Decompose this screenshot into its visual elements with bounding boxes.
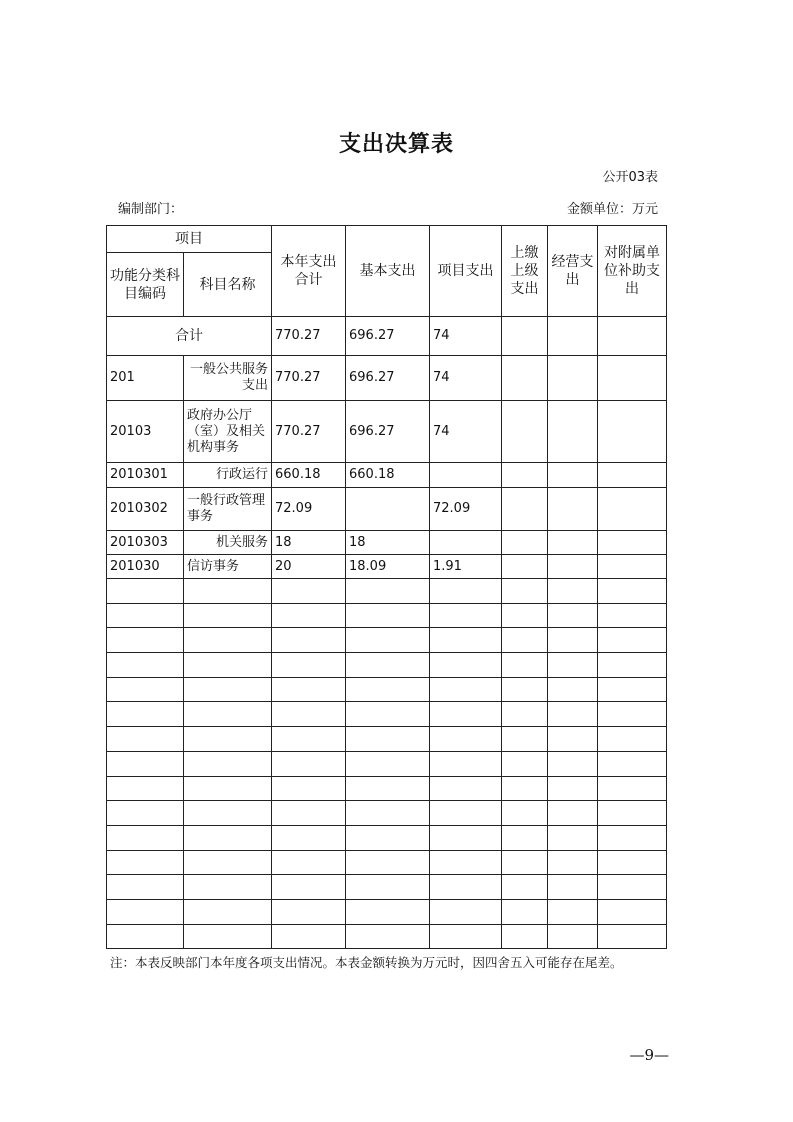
empty-cell [346, 899, 430, 924]
empty-cell [430, 677, 502, 702]
cell-subsidy [598, 555, 667, 579]
empty-cell [107, 924, 184, 949]
cell-operate [548, 463, 598, 488]
empty-cell [598, 899, 667, 924]
empty-cell [184, 899, 272, 924]
table-row [107, 356, 667, 401]
empty-cell [107, 850, 184, 875]
empty-cell [272, 825, 346, 850]
empty-cell [184, 850, 272, 875]
cell-subsidy [598, 488, 667, 531]
empty-cell [107, 603, 184, 628]
cell-upper [502, 317, 548, 356]
empty-cell [430, 579, 502, 604]
empty-cell [502, 727, 548, 752]
cell-basic: 696.27 [346, 356, 430, 401]
empty-cell [598, 924, 667, 949]
empty-cell [272, 924, 346, 949]
cell-subsidy [598, 356, 667, 401]
empty-cell [598, 702, 667, 727]
cell-total: 770.27 [272, 317, 346, 356]
empty-cell [502, 702, 548, 727]
empty-cell [107, 825, 184, 850]
cell-total: 660.18 [272, 463, 346, 488]
cell-upper [502, 356, 548, 401]
empty-cell [184, 776, 272, 801]
empty-cell [548, 677, 598, 702]
empty-cell [107, 801, 184, 826]
empty-cell [598, 875, 667, 900]
cell-name: 一般行政管理事务 [184, 488, 272, 531]
empty-cell [430, 751, 502, 776]
empty-cell [548, 850, 598, 875]
cell-basic [346, 488, 430, 531]
cell-code: 201 [107, 356, 184, 401]
header-code: 功能分类科目编码 [107, 253, 184, 317]
cell-upper [502, 401, 548, 463]
empty-cell [598, 653, 667, 678]
table-row [107, 401, 667, 463]
empty-cell [430, 825, 502, 850]
empty-cell [107, 899, 184, 924]
empty-cell [346, 875, 430, 900]
empty-cell [548, 727, 598, 752]
empty-cell [548, 776, 598, 801]
header-item: 项目 [107, 226, 272, 253]
header-subsidy: 对附属单位补助支出 [598, 226, 667, 317]
empty-row [107, 727, 667, 752]
empty-row [107, 603, 667, 628]
empty-cell [598, 801, 667, 826]
empty-cell [548, 603, 598, 628]
unit-label: 金额单位：万元 [566, 202, 658, 217]
empty-cell [272, 875, 346, 900]
cell-upper [502, 531, 548, 555]
empty-cell [272, 801, 346, 826]
empty-cell [346, 702, 430, 727]
empty-cell [272, 579, 346, 604]
empty-cell [430, 653, 502, 678]
empty-cell [184, 677, 272, 702]
empty-cell [548, 924, 598, 949]
cell-upper [502, 488, 548, 531]
empty-row [107, 776, 667, 801]
empty-cell [598, 776, 667, 801]
empty-cell [346, 603, 430, 628]
cell-name: 政府办公厅（室）及相关机构事务 [184, 401, 272, 463]
empty-cell [184, 924, 272, 949]
cell-code: 2010302 [107, 488, 184, 531]
cell-total: 18 [272, 531, 346, 555]
empty-cell [346, 850, 430, 875]
empty-cell [107, 702, 184, 727]
cell-basic: 696.27 [346, 401, 430, 463]
empty-cell [430, 776, 502, 801]
table-note: 注：本表反映部门本年度各项支出情况。本表金额转换为万元时，因四舍五入可能存在尾差。 [110, 955, 623, 970]
cell-upper [502, 555, 548, 579]
empty-row [107, 825, 667, 850]
empty-cell [598, 603, 667, 628]
empty-cell [107, 628, 184, 653]
cell-operate [548, 356, 598, 401]
empty-cell [272, 702, 346, 727]
empty-cell [346, 579, 430, 604]
page-title: 支出决算表 [338, 132, 454, 157]
empty-cell [346, 653, 430, 678]
empty-cell [107, 875, 184, 900]
empty-cell [272, 653, 346, 678]
cell-code: 20103 [107, 401, 184, 463]
empty-cell [598, 825, 667, 850]
empty-cell [502, 825, 548, 850]
cell-project [430, 531, 502, 555]
header-name: 科目名称 [184, 253, 272, 317]
cell-operate [548, 555, 598, 579]
form-number: 公开03表 [602, 170, 658, 185]
empty-cell [272, 899, 346, 924]
empty-row [107, 653, 667, 678]
empty-cell [430, 801, 502, 826]
empty-cell [548, 702, 598, 727]
header-project: 项目支出 [430, 226, 502, 317]
empty-cell [598, 579, 667, 604]
cell-project: 74 [430, 356, 502, 401]
empty-cell [502, 603, 548, 628]
empty-cell [598, 850, 667, 875]
header-upper: 上缴上级支出 [502, 226, 548, 317]
cell-operate [548, 531, 598, 555]
empty-row [107, 677, 667, 702]
empty-cell [272, 850, 346, 875]
cell-total: 770.27 [272, 401, 346, 463]
empty-cell [548, 825, 598, 850]
page-number: —9— [629, 1046, 669, 1064]
empty-cell [184, 825, 272, 850]
cell-basic: 660.18 [346, 463, 430, 488]
cell-operate [548, 317, 598, 356]
empty-cell [272, 628, 346, 653]
cell-basic: 696.27 [346, 317, 430, 356]
cell-basic: 18.09 [346, 555, 430, 579]
empty-cell [502, 751, 548, 776]
empty-cell [346, 677, 430, 702]
cell-project [430, 463, 502, 488]
empty-cell [346, 628, 430, 653]
cell-name: 行政运行 [184, 463, 272, 488]
empty-cell [502, 776, 548, 801]
empty-cell [272, 776, 346, 801]
empty-cell [598, 628, 667, 653]
empty-cell [548, 801, 598, 826]
empty-cell [548, 579, 598, 604]
empty-cell [548, 751, 598, 776]
empty-cell [272, 677, 346, 702]
empty-row [107, 801, 667, 826]
cell-subsidy [598, 317, 667, 356]
empty-cell [430, 702, 502, 727]
cell-operate [548, 401, 598, 463]
empty-cell [502, 875, 548, 900]
cell-upper [502, 463, 548, 488]
empty-cell [107, 727, 184, 752]
total-label: 合计 [107, 317, 272, 356]
empty-row [107, 924, 667, 949]
cell-basic: 18 [346, 531, 430, 555]
empty-cell [502, 801, 548, 826]
empty-cell [548, 899, 598, 924]
empty-row [107, 702, 667, 727]
empty-row [107, 628, 667, 653]
empty-cell [184, 801, 272, 826]
empty-cell [346, 825, 430, 850]
empty-cell [430, 875, 502, 900]
cell-subsidy [598, 463, 667, 488]
table-row [107, 488, 667, 531]
empty-row [107, 875, 667, 900]
empty-cell [502, 850, 548, 875]
empty-cell [107, 579, 184, 604]
header-operate: 经营支出 [548, 226, 598, 317]
empty-cell [346, 751, 430, 776]
total-row [107, 317, 667, 356]
empty-cell [272, 727, 346, 752]
empty-cell [430, 727, 502, 752]
empty-cell [502, 628, 548, 653]
cell-code: 2010303 [107, 531, 184, 555]
cell-project: 72.09 [430, 488, 502, 531]
header-basic: 基本支出 [346, 226, 430, 317]
empty-cell [598, 727, 667, 752]
table-row [107, 463, 667, 488]
cell-project: 1.91 [430, 555, 502, 579]
cell-total: 770.27 [272, 356, 346, 401]
empty-cell [430, 850, 502, 875]
empty-cell [272, 751, 346, 776]
empty-cell [548, 653, 598, 678]
empty-cell [502, 653, 548, 678]
empty-cell [107, 653, 184, 678]
empty-row [107, 579, 667, 604]
empty-cell [184, 875, 272, 900]
empty-cell [107, 677, 184, 702]
cell-project: 74 [430, 401, 502, 463]
empty-cell [107, 776, 184, 801]
expenditure-table [106, 225, 667, 949]
empty-cell [184, 702, 272, 727]
empty-cell [548, 875, 598, 900]
cell-name: 机关服务 [184, 531, 272, 555]
empty-cell [107, 751, 184, 776]
empty-cell [184, 628, 272, 653]
department-label: 编制部门： [118, 202, 184, 217]
empty-cell [502, 924, 548, 949]
empty-cell [272, 603, 346, 628]
empty-cell [502, 579, 548, 604]
empty-cell [430, 899, 502, 924]
empty-cell [346, 727, 430, 752]
cell-total: 20 [272, 555, 346, 579]
empty-cell [598, 751, 667, 776]
cell-project: 74 [430, 317, 502, 356]
empty-cell [430, 628, 502, 653]
cell-subsidy [598, 531, 667, 555]
empty-row [107, 850, 667, 875]
empty-cell [548, 628, 598, 653]
empty-cell [184, 603, 272, 628]
empty-row [107, 751, 667, 776]
cell-name: 一般公共服务支出 [184, 356, 272, 401]
empty-cell [346, 776, 430, 801]
table-row [107, 555, 667, 579]
header-total: 本年支出合计 [272, 226, 346, 317]
empty-cell [502, 677, 548, 702]
empty-row [107, 899, 667, 924]
empty-cell [502, 899, 548, 924]
cell-name: 信访事务 [184, 555, 272, 579]
empty-cell [184, 653, 272, 678]
empty-cell [430, 603, 502, 628]
table-row [107, 531, 667, 555]
empty-cell [346, 924, 430, 949]
empty-cell [184, 579, 272, 604]
empty-cell [184, 727, 272, 752]
cell-operate [548, 488, 598, 531]
empty-cell [346, 801, 430, 826]
empty-cell [430, 924, 502, 949]
empty-cell [184, 751, 272, 776]
cell-code: 2010301 [107, 463, 184, 488]
cell-subsidy [598, 401, 667, 463]
empty-cell [598, 677, 667, 702]
cell-code: 201030 [107, 555, 184, 579]
cell-total: 72.09 [272, 488, 346, 531]
